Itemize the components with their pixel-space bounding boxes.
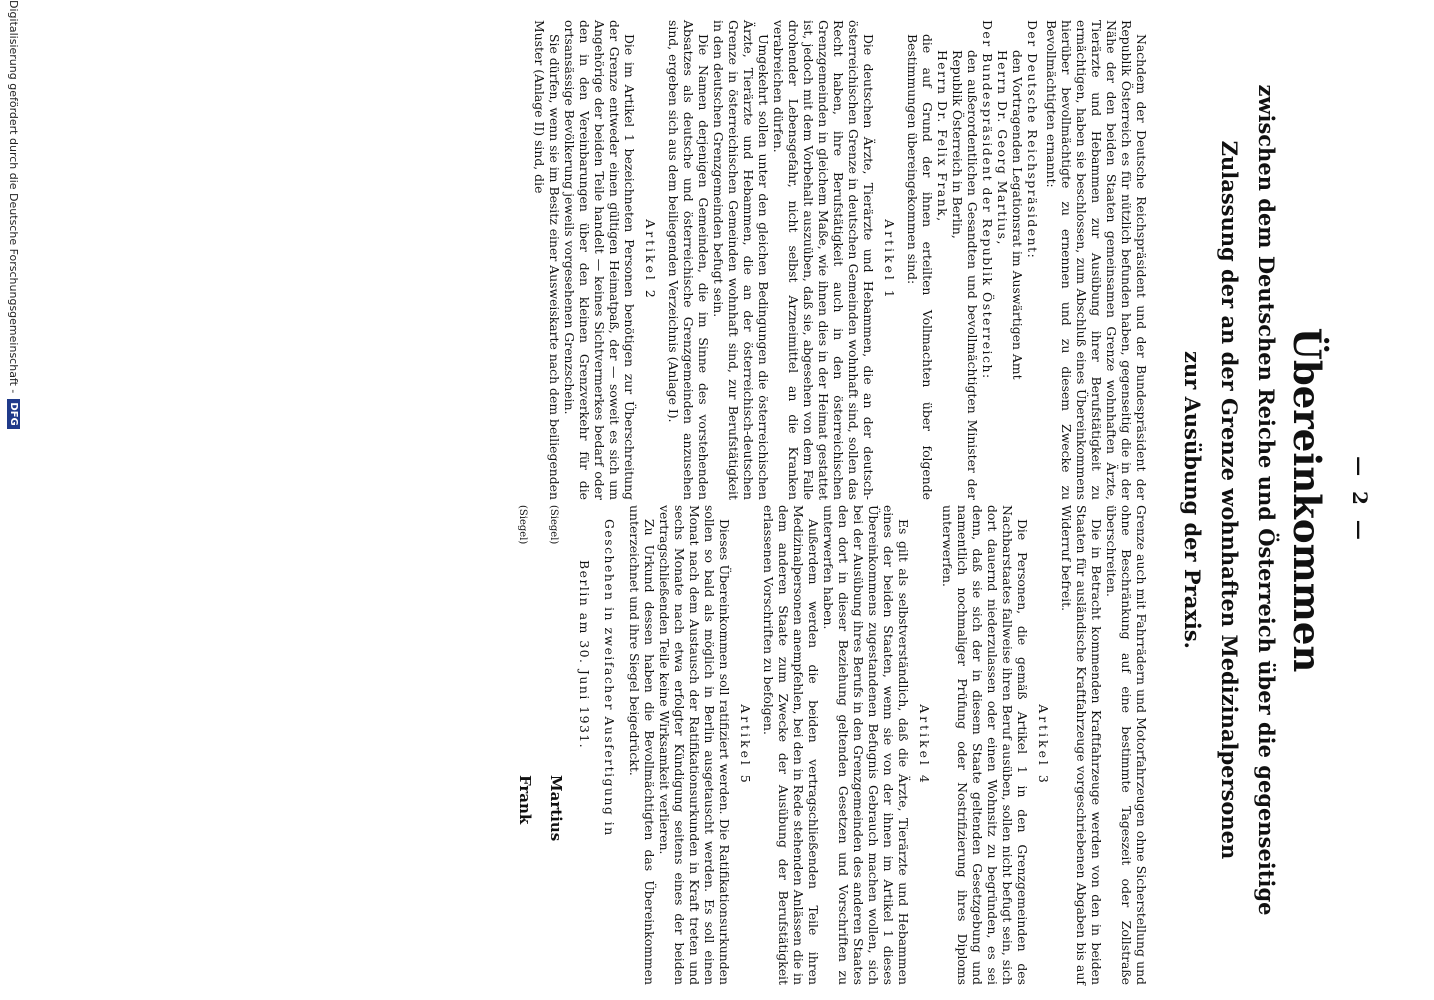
plenipotentiary-1-name: Herrn Dr. Georg Martius, [995,50,1010,246]
plenipotentiary-1-role: den Vortragenden Legationsrat im Auswärtigen Amt [1010,50,1025,380]
document-heading [1174,0,1329,1000]
article-2-continuation: Grenze auch mit Fahrrädern und Motorfahrzeugen ohne Sicherstellung und ohne Beschränkung auf eine bestimmte Tageszeit oder Zollstraße überschreiten. [1104,505,1149,985]
article-3-paragraph-1: Die Personen, die gemäß Artikel 1 in den Grenzgemeinden des Nachbarstaates fallweise ihren Beruf ausüben, sollen nicht befugt sein, sich dort dauernd niederzulassen oder einen Wohnsitz zu begründen, es sei denn, daß sie sich der in diesem Staate geltenden Gesetzgebung und namentlich nochmaliger Prüfung oder Nostrifizierung ihres Diploms unterwerfen. [940,505,1030,985]
article-1-paragraph-1: Die deutschen Ärzte, Tierärzte und Hebammen, die an der deutsch-österreichischen Grenze in deutschen Gemeinden wohnhaft sind, sollen das Recht haben, ihre Berufstätigkeit auch in den österreichischen Grenzgemeinden in gleichem Maße, wie ihnen dies in der Heimat gestattet ist, jedoch mit dem Vorbehalt auszuüben, daß sie, abgesehen von dem Falle drohender Lebensgefahr, nicht selbst Arzneimittel an die Kranken verabreichen dürfen. [771,20,876,500]
article-2-paragraph-1: Die im Artikel 1 bezeichneten Personen benötigen zur Überschreitung der Grenze entweder einen gültigen Heimatpaß, der — soweit es sich um Angehörige der beiden Teile handelt — keines Sichtvermerkes bedarf oder den in den Vereinbarungen über den kleinen Grenzverkehr für die ortsansässige Bevölkerung jeweils vorgesehenen Grenzschein. [562,20,637,500]
article-5-heading: Artikel 5 [738,704,753,786]
article-4-paragraph-2: Außerdem werden die beiden vertragschließenden Teile ihren Medizinalpersonen anempfehlen, bei den in Rede stehenden Anlässen die in dem anderen Staate zum Zwecke der Ausübung der Berufstätigkeit erlassenen Vorschriften zu befolgen. [761,505,821,986]
article-4-heading: Artikel 4 [917,704,932,786]
page-number: — 2 — [1348,456,1372,544]
signature-frank [515,505,532,985]
digitization-credit [7,0,20,1000]
signatory-2: Frank [516,775,534,825]
dfg-logo: DFG [7,399,20,428]
seal-2: (Siegel) [517,505,528,545]
place-and-date: Berlin am 30. Juni 1931. [577,560,592,750]
article-1-paragraph-2: Umgekehrt sollen unter den gleichen Bedingungen die österreichischen Ärzte, Tierärzte und Hebammen, die an der österreichisch-deutschen Grenze in österreichischen Gemeinden wohnhaft sind, zur Berufstätigkeit in den deutschen Grenzgemeinden befugt sein. [711,20,771,500]
heading-line-3: Zulassung der an der Grenze wohnhaften Medizinalpersonen [1217,140,1242,860]
plenipotentiary-2-title: Der Bundespräsident der Republik Österreich: [980,20,995,380]
article-2-paragraph-3: Die in Betracht kommenden Kraftfahrzeuge werden von den in beiden Staaten für ausländische Kraftfahrzeuge vorgeschriebenen Abgaben bis auf Widerruf befreit. [1059,505,1104,985]
signature-martius [546,505,563,985]
article-1-heading: Artikel 1 [882,219,897,301]
article-2-heading: Artikel 2 [643,219,658,301]
article-3-heading: Artikel 3 [1036,704,1051,786]
article-4-paragraph-1: Es gilt als selbstverständlich, daß die Ärzte, Tierärzte und Hebammen eines der beiden Staaten, wenn sie von der ihnen im Artikel 1 dieses Übereinkommens zugestandenen Befugnis Gebrauch machen wollen, sich bei der Ausübung ihres Berufs in den Grenzgemeinden des anderen Staates den dort in dieser Beziehung geltenden Gesetzen und Vorschriften zu unterwerfen haben. [821,505,911,985]
done-at: Geschehen in zweifacher Ausfertigung in [602,519,617,837]
heading-line-4: zur Ausübung der Praxis. [1180,351,1205,649]
preamble-closing: die auf Grund der ihnen erteilten Vollmachten über folgende Bestimmungen übereingekommen sind: [905,34,935,500]
plenipotentiary-2-name: Herrn Dr. Felix Frank, [935,50,950,223]
seal-1: (Siegel) [548,505,559,545]
right-column [515,505,1149,985]
plenipotentiary-1-title: Der Deutsche Reichspräsident: [1025,20,1040,260]
heading-line-2: zwischen dem Deutschen Reiche und Österreich über die gegenseitige [1254,84,1279,916]
preamble: Nachdem der Deutsche Reichspräsident und der Bundespräsident der Republik Österreich es für nützlich befunden haben, gegenseitig die in der Nähe der den beiden Staaten gemeinsamen Grenze wohnhaften Ärzte, Tierärzte und Hebammen zur Ausübung ihrer Berufstätigkeit zu ermächtigen, haben sie beschlossen, zum Abschluß eines Übereinkommens hierüber bevollmächtigte zu ernennen und zu diesem Zwecke zu Bevollmächtigten ernannt: [1044,20,1149,500]
article-5-paragraph-2: Zu Urkund dessen haben die Bevollmächtigten das Übereinkommen unterzeichnet und ihre Siegel beigedrückt. [627,505,657,985]
article-5-paragraph-1: Dieses Übereinkommen soll ratifiziert werden. Die Ratifikationsurkunden sollen so bald als möglich in Berlin ausgetauscht werden. Es soll einen Monat nach dem Austausch der Ratifikationsurkunden in Kraft treten und sechs Monate nach etwa erfolgter Kündigung seitens eines der beiden vertragschließenden Teile keine Wirksamkeit verlieren. [657,505,732,985]
article-1-paragraph-3: Die Namen derjenigen Gemeinden, die im Sinne des vorstehenden Absatzes als deutsche und österreichische Grenzgemeinden anzusehen sind, ergeben sich aus dem beiliegenden Verzeichnis (Anlage I). [666,20,711,500]
plenipotentiary-2-role: den außerordentlichen Gesandten und bevollmächtigten Minister der Republik Österreich in Berlin, [950,50,980,500]
signatory-1: Martius [547,775,565,842]
article-2-paragraph-2: Sie dürfen, wenn sie im Besitz einer Ausweiskarte nach dem beiliegenden Muster (Anlage II) sind, die [532,20,562,500]
left-column [532,20,1149,500]
heading-title: Übereinkommen [1285,327,1329,673]
credit-text: Digitalisierung gefördert durch die Deutsche Forschungsgemeinschaft - [7,0,20,394]
